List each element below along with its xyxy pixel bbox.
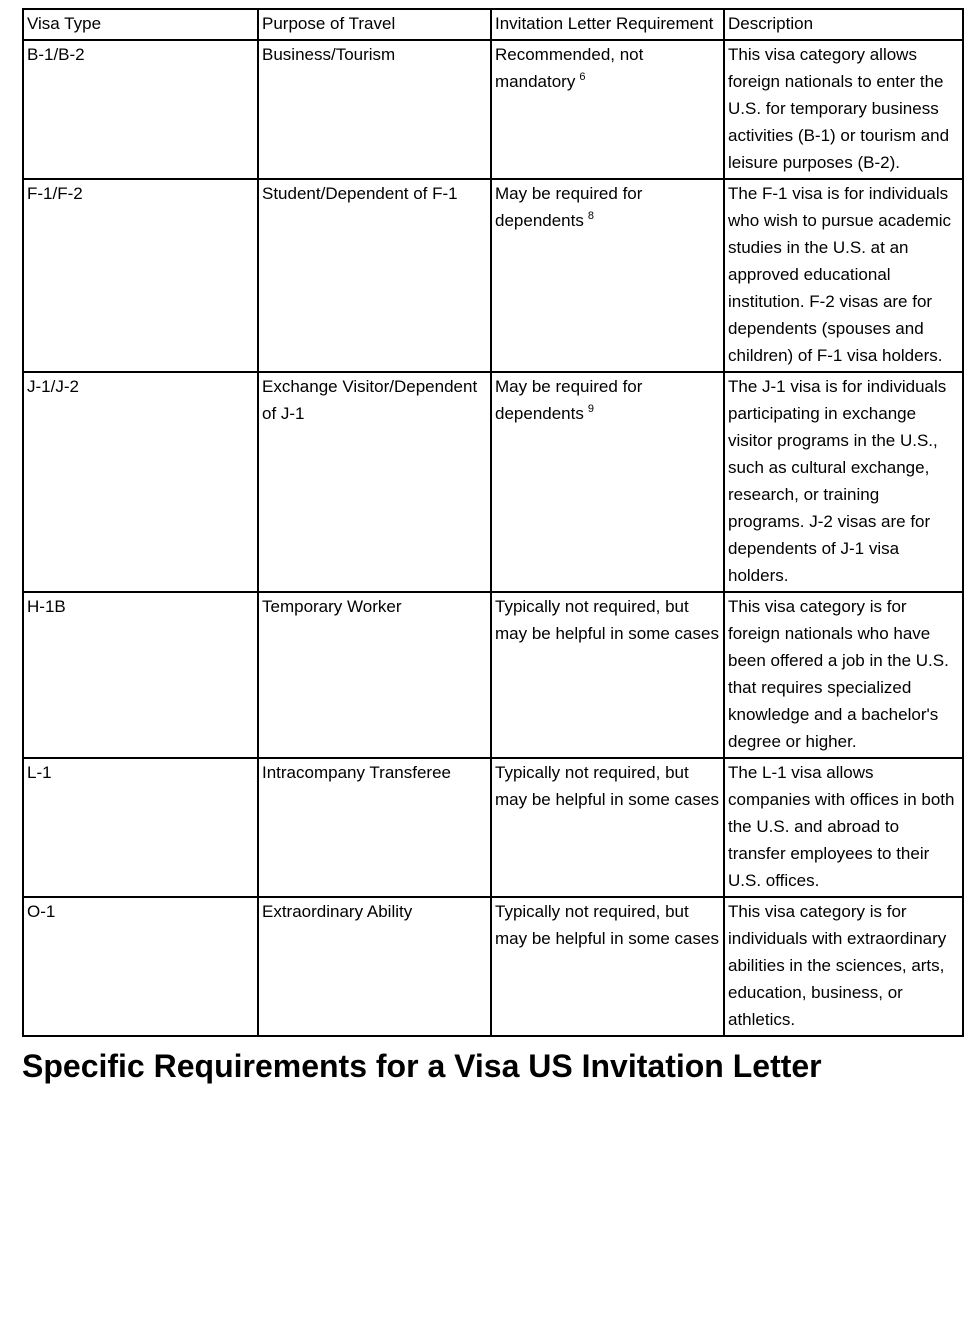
requirement-text: Typically not required, but may be helpful in some cases (495, 763, 719, 809)
requirement-text: May be required for dependents (495, 377, 643, 423)
requirement-text: Recommended, not mandatory (495, 45, 644, 91)
description-cell: The F-1 visa is for individuals who wish to pursue academic studies in the U.S. at an approved educational institution. F-2 visas are for dependents (spouses and children) of F-1 visa holders. (724, 179, 963, 372)
description-cell: The J-1 visa is for individuals participating in exchange visitor programs in the U.S., such as cultural exchange, research, or training programs. J-2 visas are for dependents of J-1 visa holders. (724, 372, 963, 592)
visa-type-cell: L-1 (23, 758, 258, 897)
footnote-reference: 9 (587, 403, 594, 416)
section-heading: Specific Requirements for a Visa US Invitation Letter (22, 1048, 822, 1084)
requirement-cell (491, 897, 724, 1036)
col-header-purpose: Purpose of Travel (258, 9, 491, 40)
footnote-reference: 6 (579, 71, 586, 84)
table-row (23, 372, 963, 592)
purpose-cell: Business/Tourism (258, 40, 491, 179)
requirement-text: Typically not required, but may be helpful in some cases (495, 902, 719, 948)
visa-type-cell: O-1 (23, 897, 258, 1036)
description-cell: This visa category is for individuals with extraordinary abilities in the sciences, arts, education, business, or athletics. (724, 897, 963, 1036)
col-header-visa-type: Visa Type (23, 9, 258, 40)
table-row (23, 758, 963, 897)
purpose-cell: Exchange Visitor/Dependent of J-1 (258, 372, 491, 592)
visa-table (22, 8, 964, 1037)
purpose-cell: Extraordinary Ability (258, 897, 491, 1036)
visa-type-cell: J-1/J-2 (23, 372, 258, 592)
requirement-text: May be required for dependents (495, 184, 643, 230)
table-row (23, 179, 963, 372)
table-row (23, 897, 963, 1036)
description-cell: This visa category allows foreign nationals to enter the U.S. for temporary business activities (B-1) or tourism and leisure purposes (B-2). (724, 40, 963, 179)
visa-type-cell: H-1B (23, 592, 258, 758)
footnote-reference: 8 (587, 210, 594, 223)
requirement-cell (491, 372, 724, 592)
requirement-text: Typically not required, but may be helpful in some cases (495, 597, 719, 643)
requirement-cell (491, 592, 724, 758)
purpose-cell: Intracompany Transferee (258, 758, 491, 897)
table-header-row (23, 9, 963, 40)
requirement-cell (491, 40, 724, 179)
description-cell: This visa category is for foreign nationals who have been offered a job in the U.S. that requires specialized knowledge and a bachelor's degree or higher. (724, 592, 963, 758)
requirement-cell (491, 179, 724, 372)
col-header-description: Description (724, 9, 963, 40)
requirement-cell (491, 758, 724, 897)
visa-type-cell: B-1/B-2 (23, 40, 258, 179)
purpose-cell: Student/Dependent of F-1 (258, 179, 491, 372)
visa-type-cell: F-1/F-2 (23, 179, 258, 372)
description-cell: The L-1 visa allows companies with offices in both the U.S. and abroad to transfer employees to their U.S. offices. (724, 758, 963, 897)
col-header-invitation-requirement: Invitation Letter Requirement (491, 9, 724, 40)
purpose-cell: Temporary Worker (258, 592, 491, 758)
visa-table-body (23, 40, 963, 1036)
table-row (23, 592, 963, 758)
table-row (23, 40, 963, 179)
